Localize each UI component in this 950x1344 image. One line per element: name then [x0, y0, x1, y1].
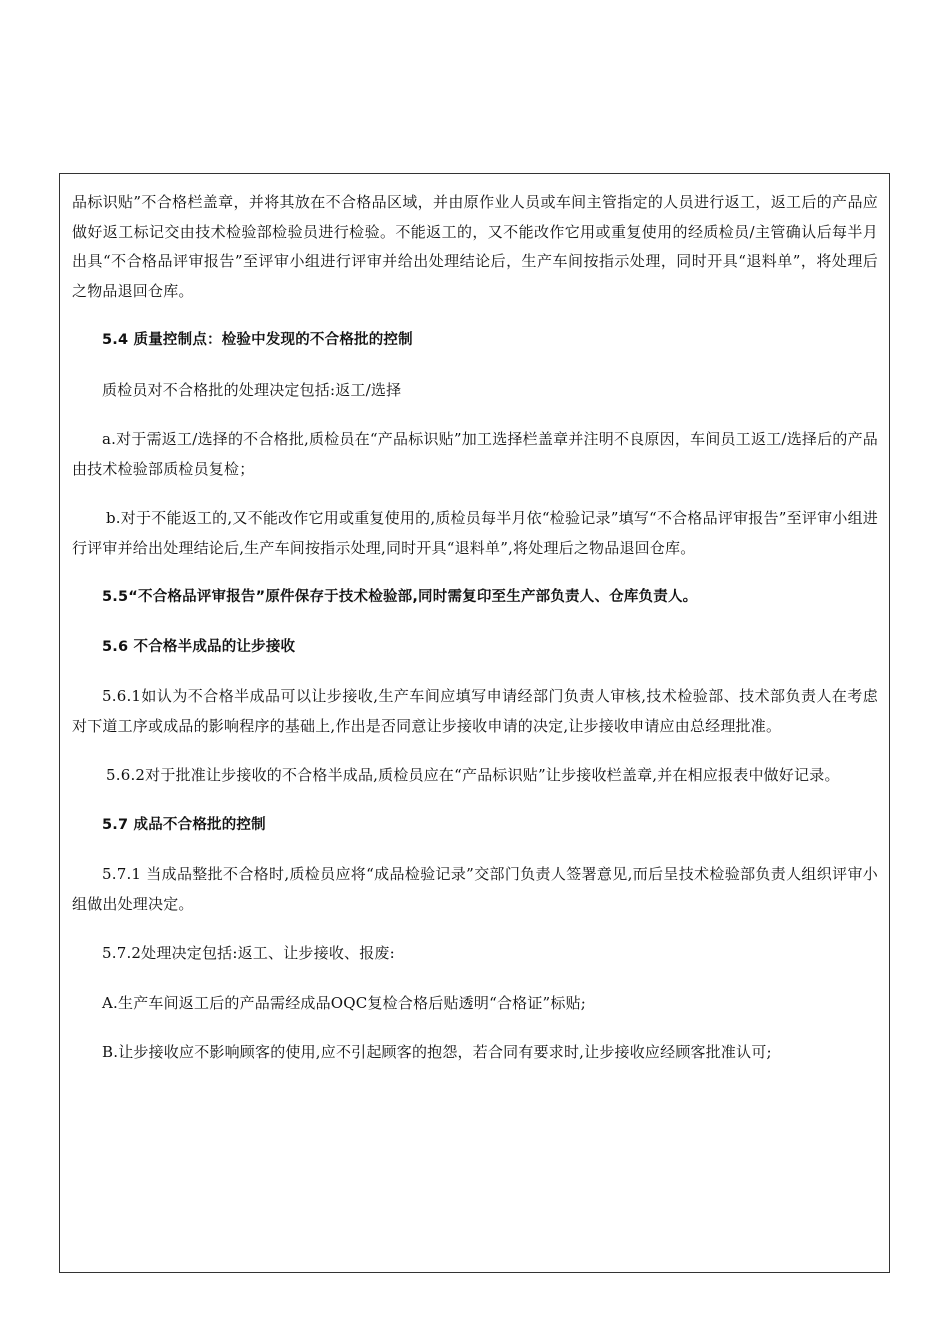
section-5-4-heading: 5.4 质量控制点：检验中发现的不合格批的控制: [102, 332, 413, 348]
section-5-4-item-a: a.对于需返工/选择的不合格批,质检员在“产品标识贴”加工选择栏盖章并注明不良原因，车间员工返工/选择后的产品由技术检验部质检员复检；: [72, 430, 878, 478]
document-body: [72, 188, 878, 1080]
section-5-7-2: 5.7.2处理决定包括:返工、让步接收、报废:: [102, 944, 395, 962]
section-5-7-2-item-a: A.生产车间返工后的产品需经成品OQC复检合格后贴透明“合格证”标贴;: [102, 993, 587, 1012]
section-5-4-item-b: b.对于不能返工的,又不能改作它用或重复使用的,质检员每半月依“检验记录”填写“不合格品评审报告”至评审小组进行评审并给出处理结论后,生产车间按指示处理,同时开具“退料单”,将处理后之物品退回仓库。: [72, 509, 878, 557]
section-5-7-heading: 5.7 成品不合格批的控制: [102, 816, 266, 833]
section-5-4-intro: 质检员对不合格批的处理决定包括:返工/选择: [102, 380, 402, 399]
document-frame: [59, 173, 890, 1273]
section-5-6-1: 5.6.1如认为不合格半成品可以让步接收,生产车间应填写申请经部门负责人审核,技术检验部、技术部负责人在考虑对下道工序或成品的影响程序的基础上,作出是否同意让步接收申请的决定,让步接收申请应由总经理批准。: [72, 687, 878, 735]
section-5-5-heading: 5.5“不合格品评审报告”原件保存于技术检验部,同时需复印至生产部负责人、仓库负责人。: [102, 589, 698, 605]
paragraph-rework-procedure: 品标识贴”不合格栏盖章，并将其放在不合格品区域，并由原作业人员或车间主管指定的人员进行返工，返工后的产品应做好返工标记交由技术检验部检验员进行检验。不能返工的，又不能改作它用或重复使用的经质检员/主管确认后每半月出具“不合格品评审报告”至评审小组进行评审并给出处理结论后，生产车间按指示处理，同时开具“退料单”，将处理后之物品退回仓库。: [72, 193, 878, 300]
section-5-7-1: 5.7.1 当成品整批不合格时,质检员应将“成品检验记录”交部门负责人签署意见,而后呈技术检验部负责人组织评审小组做出处理决定。: [72, 865, 878, 913]
section-5-7-2-item-b: B.让步接收应不影响顾客的使用,应不引起顾客的抱怨，若合同有要求时,让步接收应经顾客批准认可;: [102, 1043, 772, 1061]
section-5-6-2: 5.6.2对于批准让步接收的不合格半成品,质检员应在“产品标识贴”让步接收栏盖章,并在相应报表中做好记录。: [106, 766, 840, 784]
section-5-6-heading: 5.6 不合格半成品的让步接收: [102, 638, 296, 655]
